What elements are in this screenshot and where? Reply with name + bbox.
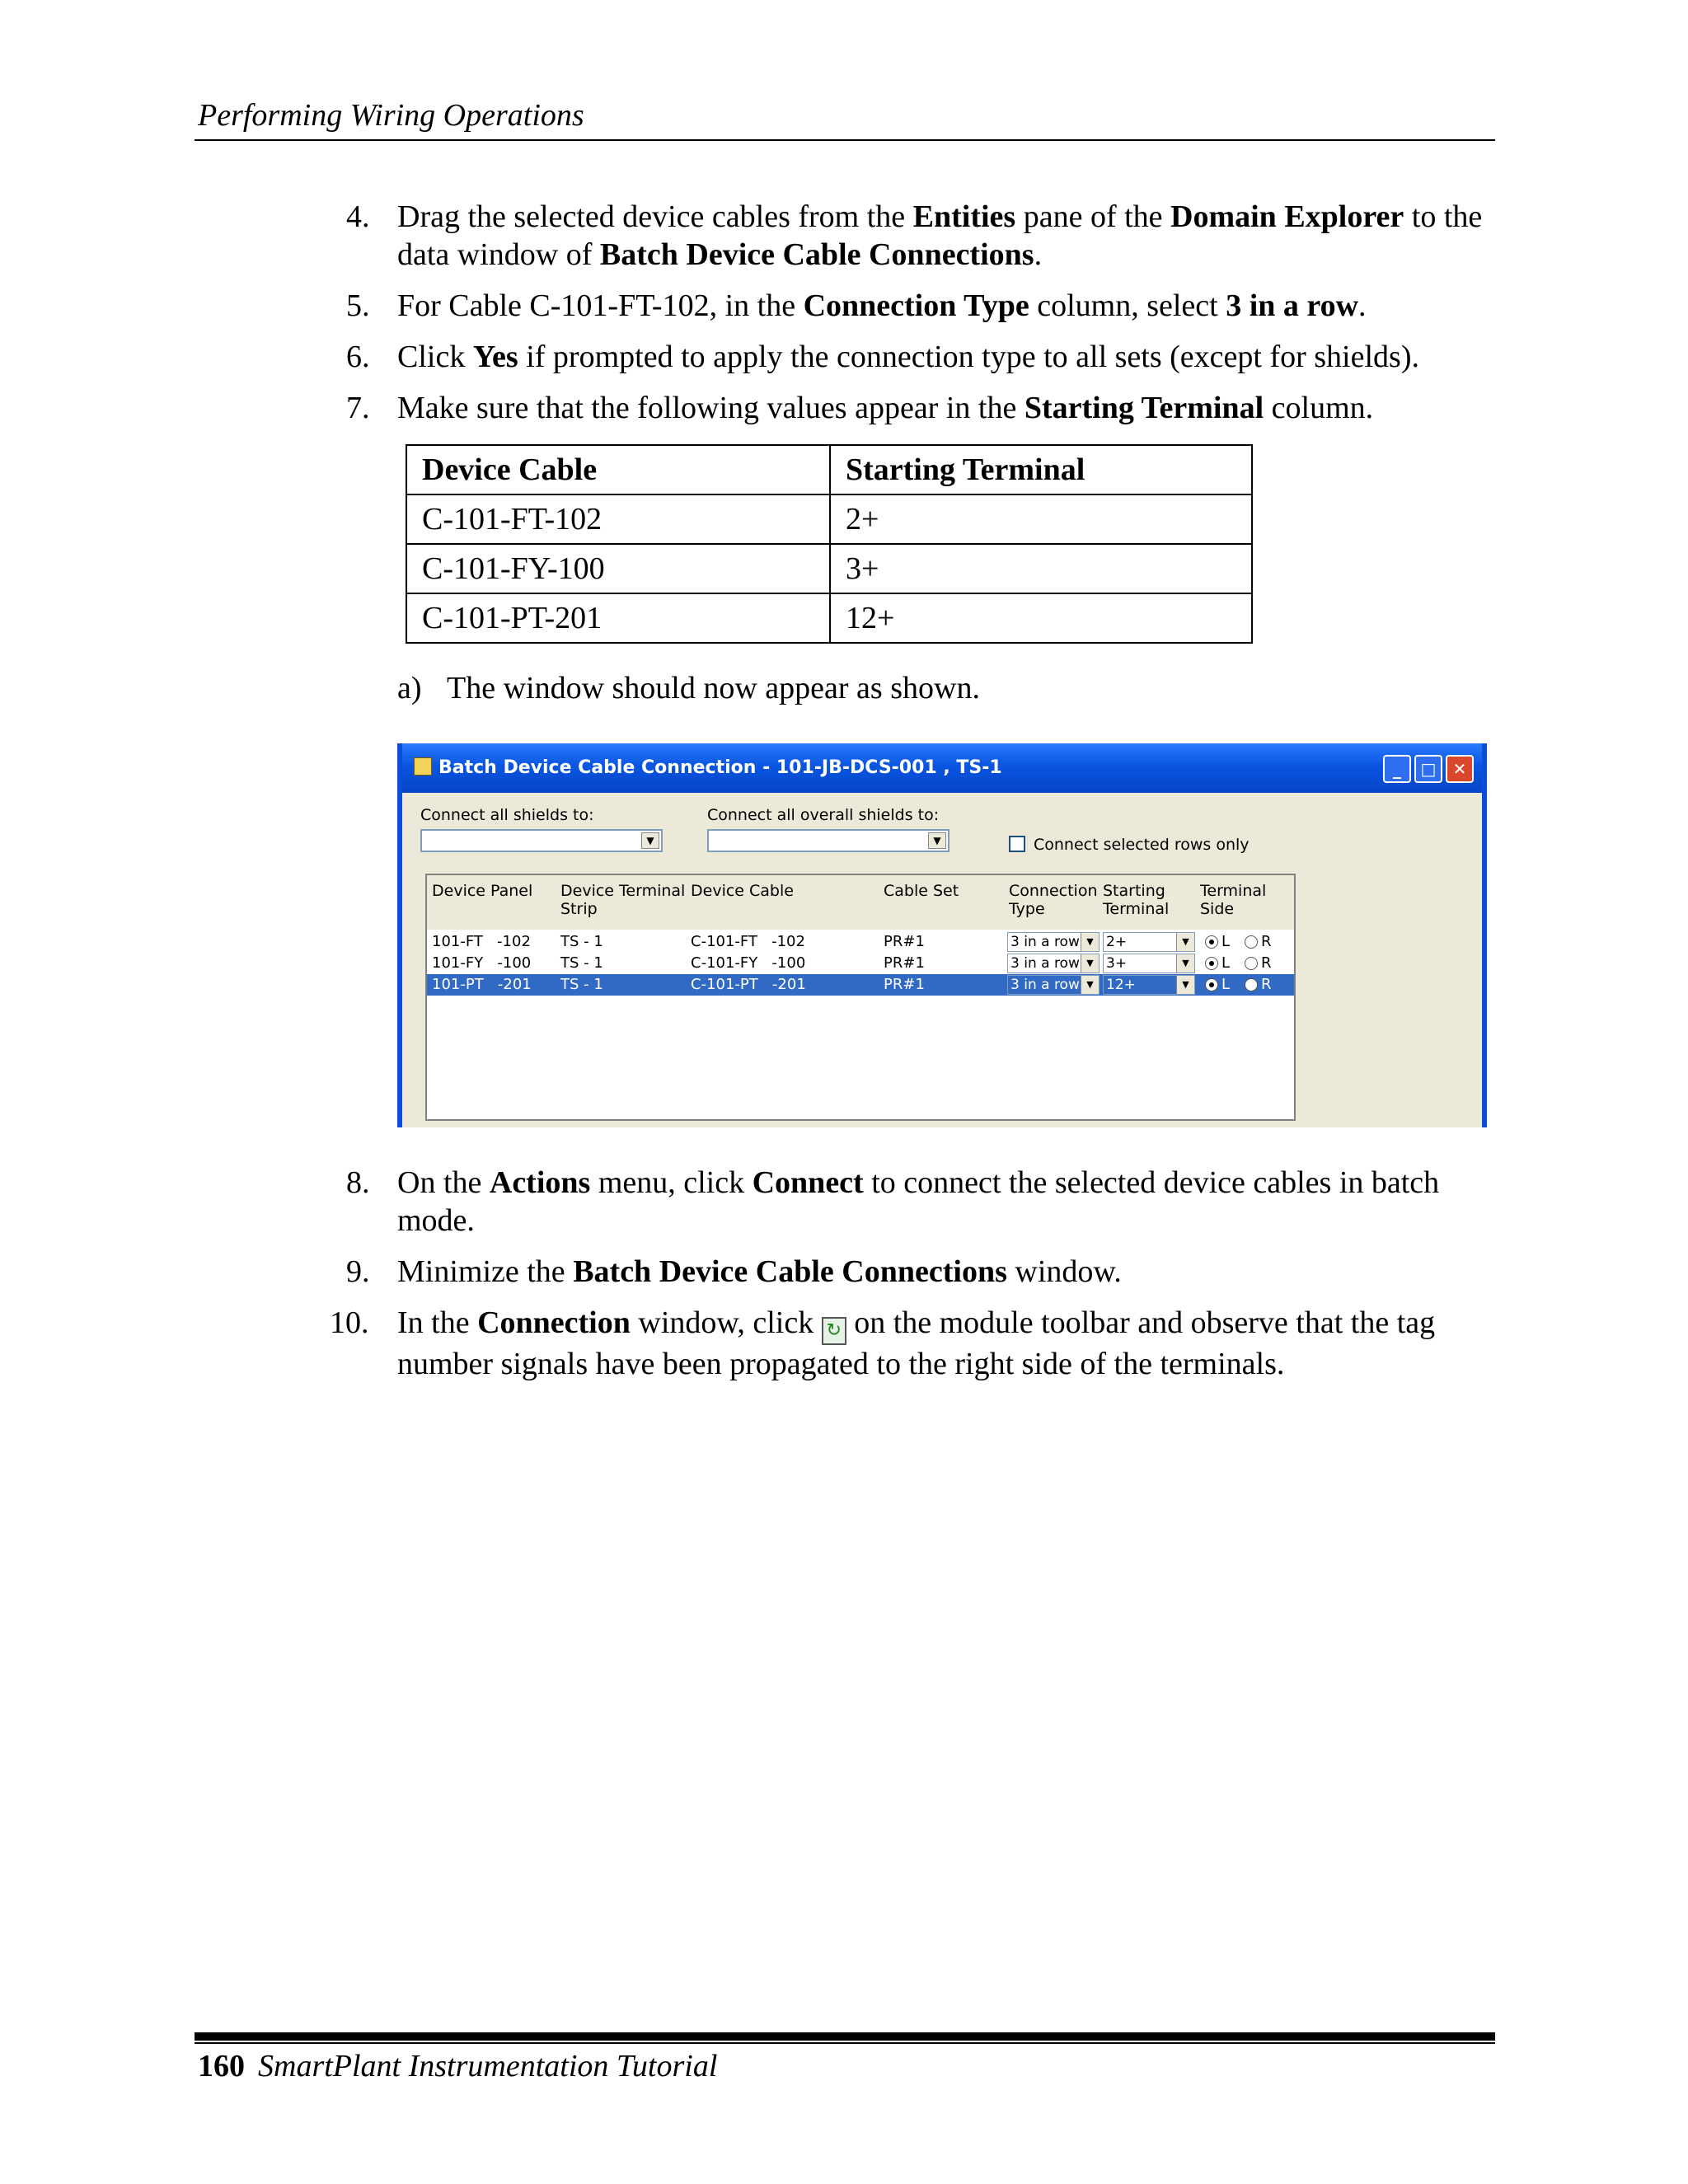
terminal-side-right-radio[interactable] (1245, 935, 1258, 949)
steps-list-continued (330, 1164, 1500, 1396)
step-9: 9. Minimize the Batch Device Cable Connections window. (346, 1254, 1122, 1289)
chevron-down-icon[interactable]: ▼ (1176, 954, 1194, 972)
column-header: Device Terminal Strip (560, 882, 686, 918)
step-number: 9. (346, 1254, 370, 1289)
table-header-row (406, 445, 1252, 494)
table-cell: C-101-PT-201 (406, 593, 830, 643)
terminal-side-left-radio[interactable] (1205, 935, 1218, 949)
column-header: Starting Terminal (1103, 882, 1170, 918)
column-header: Starting Terminal (830, 445, 1252, 494)
connect-shields-dropdown[interactable] (420, 829, 663, 852)
column-header: Cable Set (884, 882, 959, 900)
connect-overall-dropdown[interactable] (707, 829, 950, 852)
step-8: 8. On the Actions menu, click Connect to connect the selected device cables in batch mode. (346, 1165, 1440, 1238)
table-row[interactable]: 101-FT -102 TS - 1 C-101-FT -102 PR#1 3 in a row ▼ 2+ ▼ L R (432, 933, 1272, 950)
chevron-down-icon[interactable]: ▼ (1081, 933, 1099, 951)
footer-title: SmartPlant Instrumentation Tutorial (258, 2049, 718, 2083)
table-row[interactable]: 101-FY -100 TS - 1 C-101-FY -100 PR#1 3 in a row ▼ 3+ ▼ L R (432, 954, 1272, 972)
connection-type-select[interactable]: 3 in a row ▼ (1007, 975, 1100, 995)
terminal-side-left-radio[interactable] (1205, 957, 1218, 970)
table-row-selected[interactable]: 101-PT -201 TS - 1 C-101-PT -201 PR#1 3 in a row ▼ 12+ ▼ L R (427, 974, 1294, 996)
chevron-down-icon[interactable]: ▼ (1081, 976, 1099, 994)
table-row (406, 593, 1252, 643)
connect-selected-label: Connect selected rows only (1034, 836, 1250, 854)
refresh-icon: ↻ (822, 1317, 846, 1345)
page-footer (198, 2046, 717, 2087)
table-cell: 2+ (830, 494, 1252, 544)
connection-type-select[interactable]: 3 in a row ▼ (1007, 932, 1100, 952)
maximize-button[interactable]: □ (1414, 755, 1442, 783)
substep-a: a) The window should now appear as shown. (397, 671, 980, 705)
table-cell: 3+ (830, 544, 1252, 593)
step-4: 4. Drag the selected device cables from the Entities pane of the Domain Explorer to the data window of Batch Device Cable Connections. (346, 199, 1483, 272)
grid-header (427, 875, 1294, 930)
window-titlebar (402, 743, 1482, 793)
table-row (406, 544, 1252, 593)
step-7: 7. Make sure that the following values appear in the Starting Terminal column. (346, 391, 1374, 425)
footer-rule-thin (195, 2042, 1495, 2044)
connect-overall-label: Connect all overall shields to: (707, 806, 940, 824)
table-cell: C-101-FT-102 (406, 494, 830, 544)
footer-rule (195, 2032, 1495, 2041)
window-title: Batch Device Cable Connection - 101-JB-DCS-001 , TS-1 (438, 757, 1002, 778)
chevron-down-icon[interactable]: ▼ (641, 832, 659, 849)
step-number: 10. (330, 1305, 369, 1340)
column-header: Connection Type (1009, 882, 1098, 918)
minimize-button[interactable]: _ (1383, 755, 1411, 783)
terminal-side-right-radio[interactable] (1245, 978, 1258, 991)
batch-connection-window (397, 743, 1487, 1127)
step-10: 10. In the Connection window, click ↻ on the module toolbar and observe that the tag number signals have been propagated to the right side of the terminals. (330, 1305, 1436, 1381)
cable-grid (425, 874, 1296, 1121)
chevron-down-icon[interactable]: ▼ (928, 832, 946, 849)
chevron-down-icon[interactable]: ▼ (1081, 954, 1099, 972)
table-row (406, 494, 1252, 544)
step-6: 6. Click Yes if prompted to apply the connection type to all sets (except for shields). (346, 340, 1419, 374)
starting-terminal-select[interactable]: 3+ ▼ (1103, 954, 1195, 973)
steps-list (346, 198, 1500, 440)
starting-terminal-select[interactable]: 2+ ▼ (1103, 932, 1195, 952)
step-5: 5. For Cable C-101-FT-102, in the Connection Type column, select 3 in a row. (346, 288, 1367, 323)
step-number: 6. (346, 340, 370, 374)
terminal-side-left-radio[interactable] (1205, 978, 1218, 991)
step-number: 8. (346, 1165, 370, 1200)
table-cell: 12+ (830, 593, 1252, 643)
column-header: Device Cable (406, 445, 830, 494)
starting-terminal-table (406, 444, 1253, 644)
step-number: 4. (346, 199, 370, 234)
running-header: Performing Wiring Operations (198, 98, 584, 133)
table-cell: C-101-FY-100 (406, 544, 830, 593)
connection-type-select[interactable]: 3 in a row ▼ (1007, 954, 1100, 973)
starting-terminal-select[interactable]: 12+ ▼ (1103, 975, 1195, 995)
connect-selected-checkbox[interactable] (1009, 836, 1025, 852)
app-icon (414, 757, 432, 776)
chevron-down-icon[interactable]: ▼ (1176, 933, 1194, 951)
terminal-side-right-radio[interactable] (1245, 957, 1258, 970)
step-number: 7. (346, 391, 370, 425)
close-button[interactable]: ✕ (1446, 755, 1474, 783)
step-number: 5. (346, 288, 370, 323)
chevron-down-icon[interactable]: ▼ (1176, 976, 1194, 994)
connect-shields-label: Connect all shields to: (420, 806, 594, 824)
page-number: 160 (198, 2049, 245, 2083)
header-rule (195, 139, 1495, 141)
column-header: Device Cable (691, 882, 794, 900)
column-header: Device Panel (432, 882, 533, 900)
column-header: Terminal Side (1200, 882, 1267, 918)
